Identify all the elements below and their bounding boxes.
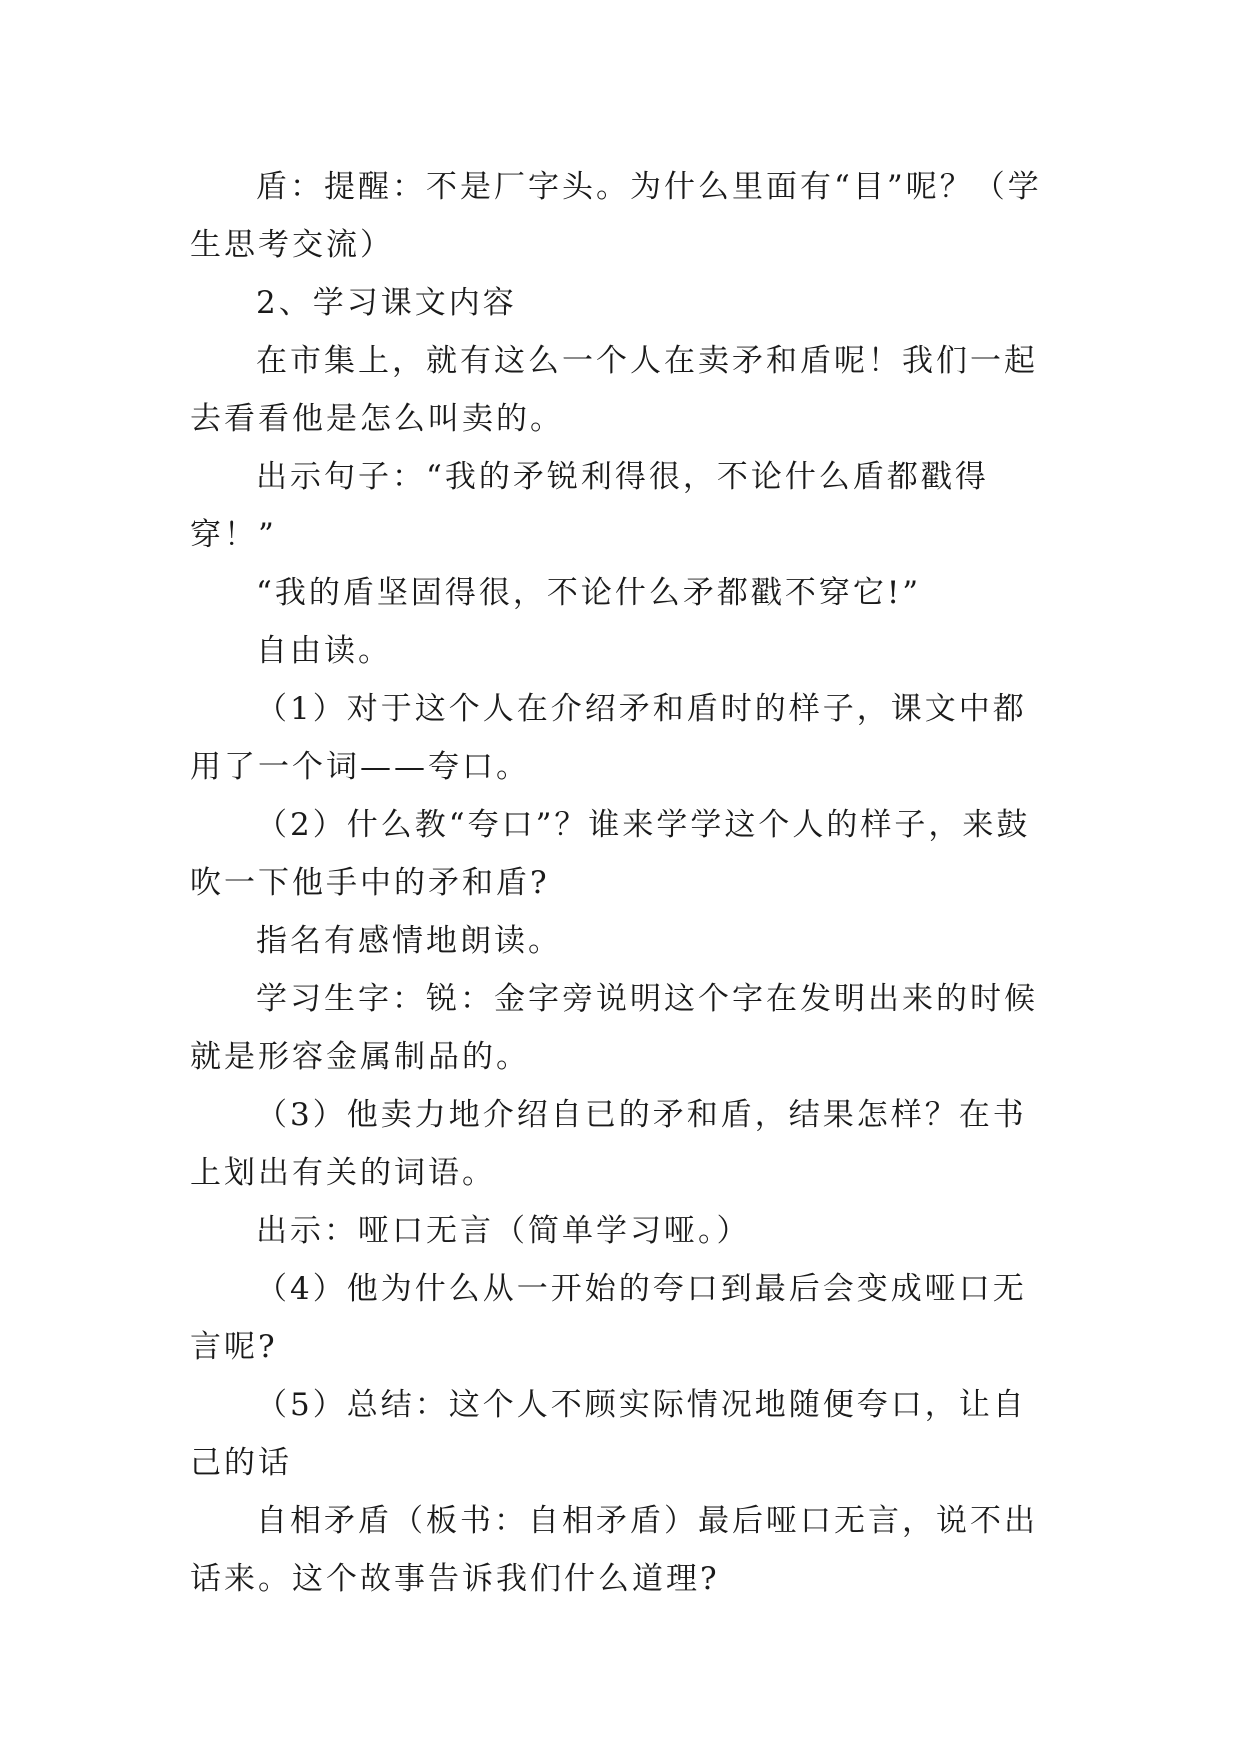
paragraph: 出示句子：“我的矛锐利得很，不论什么盾都戳得穿！”: [190, 459, 989, 553]
paragraph: 出示：哑口无言（简单学习哑。）: [256, 1213, 751, 1249]
section-heading: 2、学习课文内容: [256, 285, 517, 321]
document-body: [190, 158, 1055, 1608]
paragraph: 自相矛盾（板书：自相矛盾）最后哑口无言，说不出话来。这个故事告诉我们什么道理?: [190, 1503, 1038, 1597]
paragraph: “我的盾坚固得很，不论什么矛都戳不穿它!”: [256, 575, 922, 611]
paragraph: （2）什么教“夸口”？谁来学学这个人的样子，来鼓吹一下他手中的矛和盾?: [190, 807, 1031, 901]
paragraph: 学习生字：锐：金字旁说明这个字在发明出来的时候就是形容金属制品的。: [190, 981, 1038, 1075]
paragraph: （3）他卖力地介绍自已的矛和盾，结果怎样？在书上划出有关的词语。: [190, 1097, 1027, 1191]
paragraph: （5）总结：这个人不顾实际情况地随便夸口，让自己的话: [190, 1387, 1027, 1481]
paragraph: （4）他为什么从一开始的夸口到最后会变成哑口无言呢?: [190, 1271, 1027, 1365]
paragraph: 指名有感情地朗读。: [256, 923, 562, 959]
paragraph: 在市集上，就有这么一个人在卖矛和盾呢！我们一起去看看他是怎么叫卖的。: [190, 343, 1038, 437]
paragraph: （1）对于这个人在介绍矛和盾时的样子，课文中都用了一个词——夸口。: [190, 691, 1027, 785]
paragraph: 自由读。: [256, 633, 392, 669]
paragraph: 盾：提醒：不是厂字头。为什么里面有“目”呢？（学生思考交流）: [190, 169, 1042, 263]
